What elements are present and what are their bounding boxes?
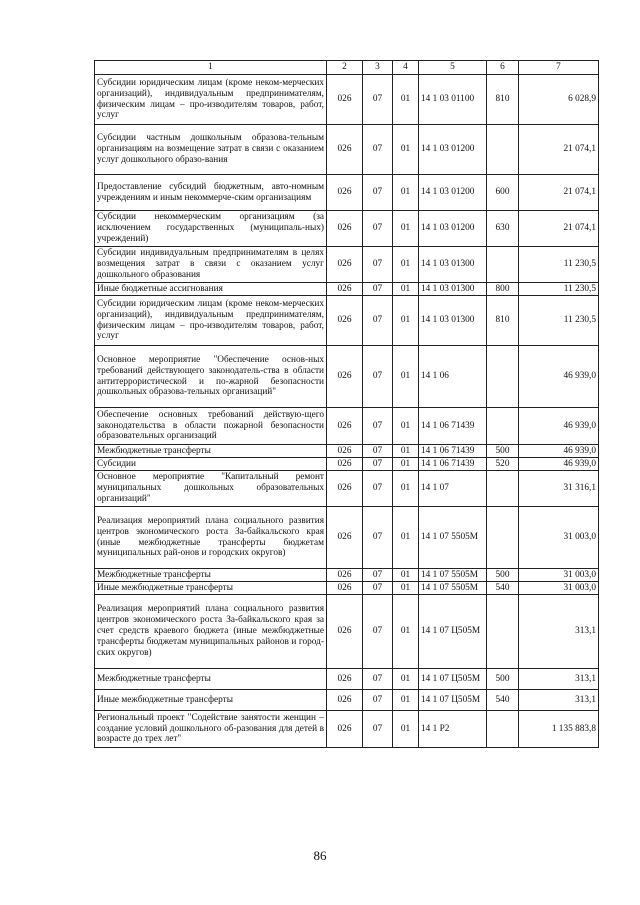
row-ministry-code: 026 — [327, 75, 363, 125]
row-amount: 313,1 — [519, 690, 599, 711]
row-subsection: 01 — [393, 283, 419, 296]
col-header-3: 3 — [363, 61, 393, 75]
row-subsection: 01 — [393, 75, 419, 125]
row-subsection: 01 — [393, 471, 419, 507]
col-header-6: 6 — [487, 61, 519, 75]
row-expense-type — [487, 595, 519, 669]
row-ministry-code: 026 — [327, 445, 363, 458]
row-amount: 46 939,0 — [519, 346, 599, 408]
row-section: 07 — [363, 346, 393, 408]
row-target-article: 14 1 03 01200 — [419, 175, 487, 211]
row-section: 07 — [363, 75, 393, 125]
row-section: 07 — [363, 296, 393, 346]
row-name: Субсидии юридическим лицам (кроме неком-мерческих организаций), индивидуальным предпринимателям, физическим лицам – про-изводителям товаров, работ, услуг — [95, 75, 327, 125]
row-section: 07 — [363, 569, 393, 582]
row-name: Иные межбюджетные трансферты — [95, 582, 327, 595]
row-target-article: 14 1 07 5505М — [419, 507, 487, 569]
row-amount: 46 939,0 — [519, 408, 599, 445]
row-section: 07 — [363, 247, 393, 283]
row-expense-type: 810 — [487, 75, 519, 125]
table-row — [95, 75, 599, 125]
row-expense-type — [487, 247, 519, 283]
row-section: 07 — [363, 471, 393, 507]
row-name: Основное мероприятие "Обеспечение основ-ных требований действующего законодатель-ства в области антитеррористической и по-жарной безопасности дошкольных образова-тельных организаций" — [95, 346, 327, 408]
row-name: Межбюджетные трансферты — [95, 569, 327, 582]
row-amount: 313,1 — [519, 595, 599, 669]
row-name: Региональный проект "Содействие занятости женщин – создание условий дошкольного об-разования для детей в возрасте до трех лет" — [95, 711, 327, 748]
row-name: Основное мероприятие "Капитальный ремонт муниципальных дошкольных образовательных организаций" — [95, 471, 327, 507]
table-row — [95, 211, 599, 247]
table-body — [95, 75, 599, 748]
row-amount: 31 003,0 — [519, 569, 599, 582]
table-row — [95, 125, 599, 175]
header-row — [95, 61, 599, 75]
row-expense-type — [487, 507, 519, 569]
row-subsection: 01 — [393, 408, 419, 445]
row-ministry-code: 026 — [327, 211, 363, 247]
table-row — [95, 445, 599, 458]
row-target-article: 14 1 07 5505М — [419, 582, 487, 595]
row-subsection: 01 — [393, 669, 419, 690]
col-header-5: 5 — [419, 61, 487, 75]
row-amount: 21 074,1 — [519, 175, 599, 211]
row-subsection: 01 — [393, 507, 419, 569]
row-subsection: 01 — [393, 690, 419, 711]
row-subsection: 01 — [393, 445, 419, 458]
row-subsection: 01 — [393, 711, 419, 748]
row-name: Межбюджетные трансферты — [95, 445, 327, 458]
row-section: 07 — [363, 175, 393, 211]
row-ministry-code: 026 — [327, 296, 363, 346]
row-name: Субсидии индивидуальным предпринимателям в целях возмещения затрат в связи с оказанием услуг дошкольного образования — [95, 247, 327, 283]
row-expense-type — [487, 471, 519, 507]
row-expense-type: 800 — [487, 283, 519, 296]
row-target-article: 14 1 03 01200 — [419, 125, 487, 175]
row-name: Реализация мероприятий плана социального развития центров экономического роста За-байкальского края за счет средств краевого бюджета (иные межбюджетные трансферты бюджетам муниципальных районов и город-ских округов) — [95, 595, 327, 669]
row-subsection: 01 — [393, 211, 419, 247]
table-row — [95, 711, 599, 748]
row-section: 07 — [363, 507, 393, 569]
row-ministry-code: 026 — [327, 711, 363, 748]
col-header-7: 7 — [519, 61, 599, 75]
row-amount: 31 003,0 — [519, 507, 599, 569]
table-row — [95, 507, 599, 569]
row-section: 07 — [363, 458, 393, 471]
row-expense-type: 540 — [487, 690, 519, 711]
row-section: 07 — [363, 283, 393, 296]
table-row — [95, 471, 599, 507]
row-target-article: 14 1 Р2 — [419, 711, 487, 748]
row-expense-type: 500 — [487, 445, 519, 458]
row-target-article: 14 1 03 01300 — [419, 296, 487, 346]
row-target-article: 14 1 07 Ц505М — [419, 595, 487, 669]
table-row — [95, 690, 599, 711]
row-amount: 46 939,0 — [519, 458, 599, 471]
row-name: Субсидии — [95, 458, 327, 471]
row-subsection: 01 — [393, 175, 419, 211]
row-target-article: 14 1 07 5505М — [419, 569, 487, 582]
row-ministry-code: 026 — [327, 690, 363, 711]
row-target-article: 14 1 03 01200 — [419, 211, 487, 247]
row-amount: 31 316,1 — [519, 471, 599, 507]
row-target-article: 14 1 06 71439 — [419, 445, 487, 458]
row-target-article: 14 1 06 71439 — [419, 408, 487, 445]
row-target-article: 14 1 07 Ц505М — [419, 669, 487, 690]
row-expense-type — [487, 711, 519, 748]
row-section: 07 — [363, 595, 393, 669]
row-expense-type: 500 — [487, 569, 519, 582]
col-header-1: 1 — [95, 61, 327, 75]
table-row — [95, 346, 599, 408]
row-target-article: 14 1 03 01300 — [419, 283, 487, 296]
row-section: 07 — [363, 669, 393, 690]
row-ministry-code: 026 — [327, 458, 363, 471]
row-subsection: 01 — [393, 247, 419, 283]
row-ministry-code: 026 — [327, 408, 363, 445]
row-name: Реализация мероприятий плана социального развития центров экономического роста За-байкальского края (иные межбюджетные трансферты бюджетам муниципальных рай-онов и городских округов) — [95, 507, 327, 569]
row-subsection: 01 — [393, 458, 419, 471]
row-ministry-code: 026 — [327, 247, 363, 283]
row-subsection: 01 — [393, 582, 419, 595]
row-subsection: 01 — [393, 569, 419, 582]
row-target-article: 14 1 06 71439 — [419, 458, 487, 471]
table-row — [95, 247, 599, 283]
row-name: Субсидии юридическим лицам (кроме неком-мерческих организаций), индивидуальным предпринимателям, физическим лицам – про-изводителям товаров, работ, услуг — [95, 296, 327, 346]
row-amount: 11 230,5 — [519, 247, 599, 283]
row-expense-type: 540 — [487, 582, 519, 595]
col-header-4: 4 — [393, 61, 419, 75]
row-ministry-code: 026 — [327, 175, 363, 211]
row-expense-type — [487, 346, 519, 408]
row-amount: 11 230,5 — [519, 296, 599, 346]
row-name: Межбюджетные трансферты — [95, 669, 327, 690]
row-amount: 31 003,0 — [519, 582, 599, 595]
row-ministry-code: 026 — [327, 507, 363, 569]
table-row — [95, 569, 599, 582]
row-subsection: 01 — [393, 346, 419, 408]
row-subsection: 01 — [393, 296, 419, 346]
row-section: 07 — [363, 445, 393, 458]
row-ministry-code: 026 — [327, 569, 363, 582]
row-ministry-code: 026 — [327, 471, 363, 507]
row-expense-type — [487, 125, 519, 175]
table-row — [95, 582, 599, 595]
row-target-article: 14 1 03 01100 — [419, 75, 487, 125]
row-name: Иные межбюджетные трансферты — [95, 690, 327, 711]
table-row — [95, 296, 599, 346]
row-target-article: 14 1 07 Ц505М — [419, 690, 487, 711]
row-target-article: 14 1 07 — [419, 471, 487, 507]
row-ministry-code: 026 — [327, 595, 363, 669]
row-amount: 1 135 883,8 — [519, 711, 599, 748]
row-expense-type: 500 — [487, 669, 519, 690]
table-row — [95, 175, 599, 211]
row-amount: 21 074,1 — [519, 125, 599, 175]
row-expense-type: 600 — [487, 175, 519, 211]
budget-table — [94, 60, 599, 748]
page-number: 86 — [313, 848, 327, 863]
row-ministry-code: 026 — [327, 669, 363, 690]
row-amount: 313,1 — [519, 669, 599, 690]
row-subsection: 01 — [393, 595, 419, 669]
row-expense-type — [487, 408, 519, 445]
row-ministry-code: 026 — [327, 283, 363, 296]
row-amount: 46 939,0 — [519, 445, 599, 458]
row-ministry-code: 026 — [327, 125, 363, 175]
row-amount: 11 230,5 — [519, 283, 599, 296]
row-name: Субсидии частным дошкольным образова-тельным организациям на возмещение затрат в связи с оказанием услуг дошкольного образо-вания — [95, 125, 327, 175]
row-expense-type: 810 — [487, 296, 519, 346]
row-expense-type: 520 — [487, 458, 519, 471]
row-target-article: 14 1 03 01300 — [419, 247, 487, 283]
row-section: 07 — [363, 211, 393, 247]
row-target-article: 14 1 06 — [419, 346, 487, 408]
row-subsection: 01 — [393, 125, 419, 175]
row-ministry-code: 026 — [327, 346, 363, 408]
row-name: Субсидии некоммерческим организациям (за исключением государственных (муниципаль-ных) учреждений) — [95, 211, 327, 247]
table-row — [95, 458, 599, 471]
table-row — [95, 408, 599, 445]
row-amount: 6 028,9 — [519, 75, 599, 125]
table-row — [95, 595, 599, 669]
table-row — [95, 669, 599, 690]
row-section: 07 — [363, 582, 393, 595]
row-name: Обеспечение основных требований действую-щего законодательства в области пожарной безопасности образовательных организаций — [95, 408, 327, 445]
row-section: 07 — [363, 125, 393, 175]
row-section: 07 — [363, 690, 393, 711]
table-row — [95, 283, 599, 296]
row-name: Предоставление субсидий бюджетным, авто-номным учреждениям и иным некоммерче-ским организациям — [95, 175, 327, 211]
row-expense-type: 630 — [487, 211, 519, 247]
row-name: Иные бюджетные ассигнования — [95, 283, 327, 296]
col-header-2: 2 — [327, 61, 363, 75]
row-ministry-code: 026 — [327, 582, 363, 595]
row-section: 07 — [363, 408, 393, 445]
row-amount: 21 074,1 — [519, 211, 599, 247]
row-section: 07 — [363, 711, 393, 748]
